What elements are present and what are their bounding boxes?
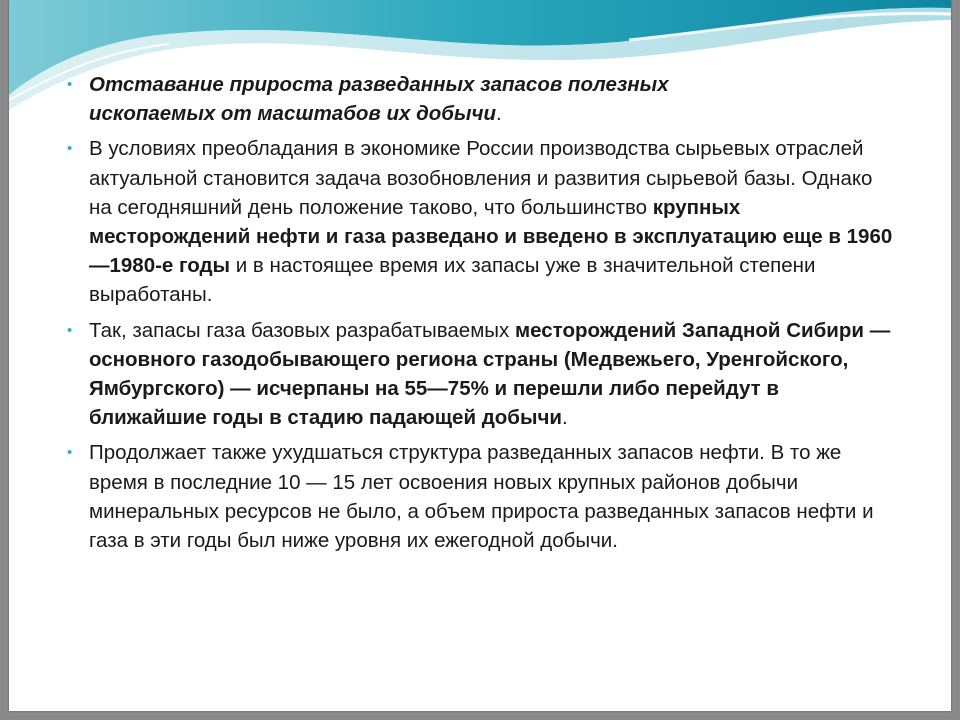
bullet-list	[67, 70, 897, 555]
heading-line-1: Отставание прироста разведанных запасов полезных	[89, 73, 669, 96]
bullet-text: .	[561, 406, 568, 430]
slide-content	[67, 70, 897, 561]
bullet-text: Продолжает также ухудшаться структура разведанных запасов нефти. В то же время в последние 10 — 15 лет освоения новых крупных районов добычи минеральных ресурсов не было, а объем прироста разведанных запасов нефти и газа в эти годы был ниже уровня их ежегодной добычи.	[89, 441, 874, 553]
bullet-text: В условиях преобладания в экономике России производства сырьевых отраслей актуальной становится задача возобновления и развития сырьевой базы. Однако на сегодняшний день положение таково, что большинство	[89, 137, 873, 219]
bullet-bold-text: месторождений Западной Сибири — основного газодобывающего региона страны (Медвежьего, Уренгойского, Ямбургского) — исчерпаны на 55—75% и перешли либо перейдут в ближайшие годы в стадию падающей добычи	[89, 318, 891, 430]
bullet-dot-icon: •	[67, 140, 73, 158]
slide	[9, 0, 951, 711]
bullet-dot-icon: •	[67, 321, 73, 339]
heading-line-2: ископаемых от масштабов их добычи	[89, 102, 496, 126]
bullet-text: и в настоящее время их запасы уже в значительной степени выработаны.	[89, 254, 816, 307]
bullet-item-oil-reserves	[67, 438, 897, 555]
heading-end: .	[495, 102, 502, 126]
bullet-item-conditions	[67, 134, 897, 309]
bullet-item-heading	[67, 70, 897, 128]
bullet-bold-text: крупных месторождений нефти и газа разведано и введено в эксплуатацию еще в 1960—1980-е годы	[89, 195, 893, 278]
bullet-item-west-siberia	[67, 316, 897, 433]
bullet-dot-icon: •	[67, 76, 73, 93]
bullet-text: Так, запасы газа базовых разрабатываемых	[89, 318, 515, 342]
bullet-dot-icon: •	[67, 444, 73, 462]
